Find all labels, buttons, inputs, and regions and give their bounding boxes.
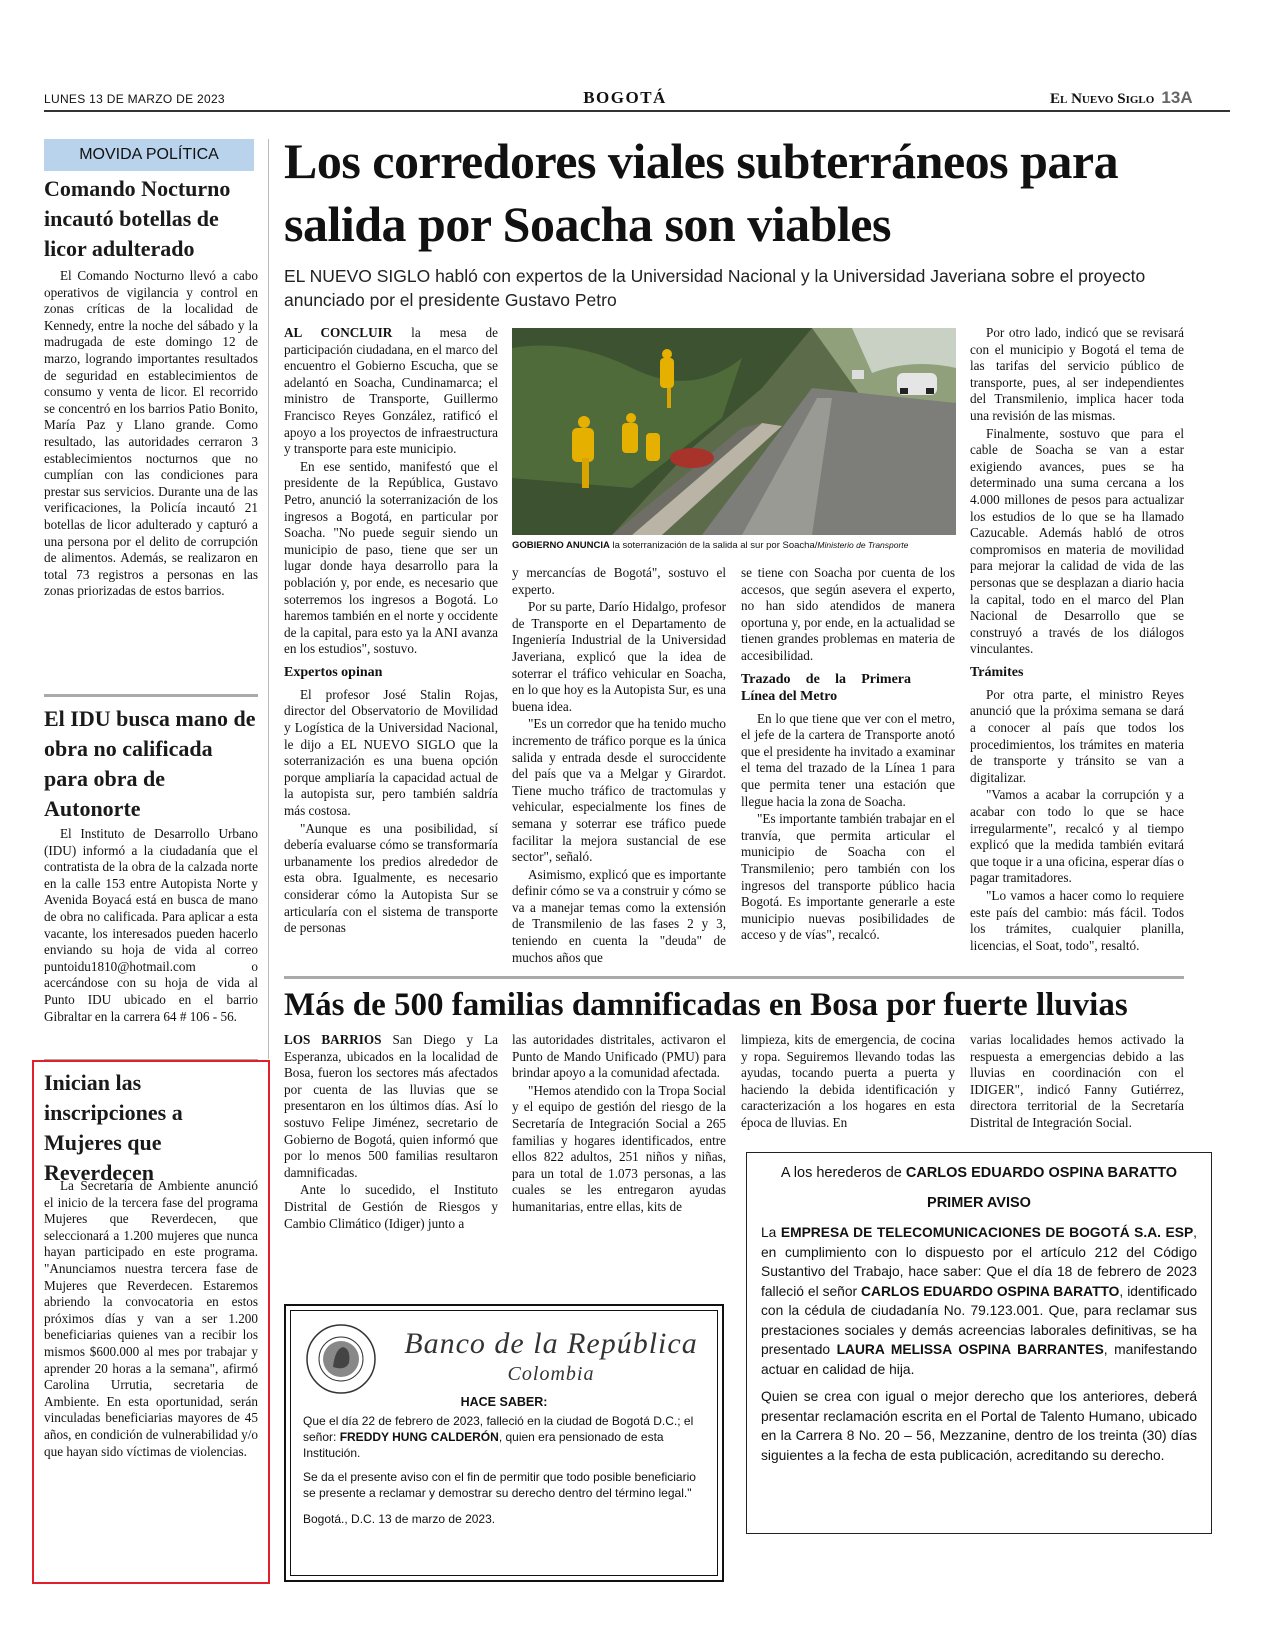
section-label: MOVIDA POLÍTICA [44, 139, 254, 171]
main-deck: EL NUEVO SIGLO habló con expertos de la Universidad Nacional y la Universidad Javeriana sobre el proyecto anunciado por el presidente Gustavo Petro [284, 266, 1146, 310]
photo-illustration [512, 328, 956, 535]
paper-name: El Nuevo Siglo [1050, 91, 1155, 107]
subhead-tramites: Trámites [970, 664, 1024, 680]
etb-p2: Quien se crea con igual o mejor derecho que los anteriores, deberá presentar reclamación escrita en el Portal de Talento Humano, ubicado en la Carrera 8 No. 20 – 56, Mezzanine, dentro de los treinta (30) días siguientes a la fecha de esta publicación, acreditando su derecho. [761, 1389, 1197, 1463]
header-rule [44, 110, 1230, 112]
second-c2-p1: las autoridades distritales, activaron el Punto de Mando Unificado (PMU) para brindar apoyo a la comunidad afectada. [512, 1032, 726, 1081]
banco-p2: Se da el presente aviso con el fin de permitir que todo posible beneficiario se presente a reclamar y demostrar su derecho dentro del término legal." [303, 1470, 696, 1500]
second-col-2 [512, 1032, 726, 1217]
main-col3-p3: "Es importante también trabajar en el tranvía, que permita articular el municipio de Soacha con el Transmilenio; pero también con los ingresos del transporte público hacia Bogotá. Es importante generarle a este municipio nuevas posibilidades de acceso y de vías", recalcó. [741, 811, 955, 943]
photo-caption [512, 539, 956, 552]
second-c3-p1: limpieza, kits de emergencia, de cocina y ropa. Seguiremos llevando todas las ayudas, tocando puerta a puerta y haciendo la debida identificación y caracterización a los hogares en esta época de lluvias. En [741, 1032, 955, 1130]
main-col4-p4: "Vamos a acabar la corrupción y a acabar con todo lo que se hace irregularmente", recalcó y al tiempo explicó que la medida también evitará que toque ir a una oficina, esperar días o pagar tramitadores. [970, 787, 1184, 886]
etb-text [761, 1223, 1197, 1465]
subhead-metro: Trazado de la Primera Línea del Metro [741, 671, 911, 704]
main-col4-p3: Por otra parte, el ministro Reyes anunció que la próxima semana se dará a conocer al país que todos los procedimientos, los trámites en materia de transporte y tránsito se van a digitalizar. [970, 686, 1184, 785]
banco-ad [284, 1304, 724, 1582]
sidebar-story1-title: Comando Nocturno incautó botellas de licor adulterado [44, 176, 231, 261]
header-section: BOGOTÁ [583, 88, 667, 107]
caption-text: la soterranización de la salida al sur por Soacha/ [609, 540, 818, 551]
main-photo [512, 328, 956, 535]
banco-p1 [303, 1413, 711, 1461]
etb-ad [746, 1152, 1212, 1534]
etb-p1-d: , manifestando actuar en calidad de hija. [761, 1342, 1197, 1377]
etb-p1 [761, 1223, 1197, 1379]
etb-p1-name: CARLOS EDUARDO OSPINA BARATTO [861, 1283, 1120, 1299]
sidebar-story3-paragraph: La Secretaría de Ambiente anunció el inicio de la tercera fase del programa Mujeres que Reverdecen, que seleccionará a 1.200 mujeres que nunca hayan participado en este programa. "Anunciamos nuestra tercera fase de Mujeres que Reverdecen. Estaremos abriendo la convocatoria en estos próximos días y van a ser 1.200 beneficiarias quienes van a recibir los mismos $600.000 al mes por trabajar y aprender 20 horas a la semana", afirmó Carolina Urrutia, secretaria de Ambiente. En esta oportunidad, serán vinculadas beneficiarias mayores de 45 años, en condición de vulnerabilidad y/o que hayan sido víctimas de violencias. [44, 1178, 258, 1459]
banco-heading: HACE SABER: [460, 1395, 548, 1409]
banco-seal-icon [305, 1323, 377, 1395]
main-col4-p5: "Lo vamos a hacer como lo requiere este país del cambio: más fácil. Todos los trámites, cualquier planilla, licencias, el Soat, todo", resaltó. [970, 888, 1184, 953]
main-col1-p1-text: la mesa de participación ciudadana, en el marco del encuentro el Gobierno Escucha, que se adelantó en Soacha, Cundinamarca; el ministro de Transporte, Guillermo Francisco Reyes González, ratificó el apoyo a los proyectos de infraestructura y transporte para este municipio. [284, 325, 498, 457]
banco-p3: Bogotá., D.C. 13 de marzo de 2023. [303, 1512, 496, 1526]
main-col4-p1: Por otro lado, indicó que se revisará con el municipio y Bogotá el tema de las tarifas del servicio público de transporte, pues, al ser independientes del Transmilenio, implica hacer toda una revisión de las mismas. [970, 325, 1184, 423]
banco-p1-b: , quien era pensionado de esta Institución. [303, 1430, 664, 1460]
etb-p1-heir: LAURA MELISSA OSPINA BARRANTES [836, 1342, 1104, 1357]
second-c4-p1: varias localidades hemos activado la respuesta a emergencias debido a las lluvias en coordinación con el IDIGER", indicó Fanny Gutiérrez, directora territorial de la Secretaría Distrital de Integración Social. [970, 1032, 1184, 1130]
banco-name: Banco de la República [404, 1327, 698, 1360]
sidebar-story3-text [44, 1178, 258, 1461]
banco-ad-inner [290, 1310, 718, 1576]
second-headline: Más de 500 familias damnificadas en Bosa por fuerte lluvias [284, 987, 1128, 1023]
banco-p1-name: FREDDY HUNG CALDERÓN [339, 1430, 499, 1444]
sidebar-story1-paragraph: El Comando Nocturno llevó a cabo operativos de vigilancia y control en zonas críticas de la localidad de Kennedy, entre la noche del sábado y la madrugada de este domingo 12 de marzo, logrando importantes resultados de seguridad en establecimientos de consumo y venta de licor. El recorrido se concentró en los barrios Patio Bonito, María Paz y Llano grande. Como resultado, las autoridades cerraron 3 establecimientos nocturnos que no cumplían con las condiciones para prestar sus servicios. Durante una de las verificaciones, la Policía incautó 21 botellas de licor adulterado y capturó a una persona por el delito de corrupción de alimentos. Además, se realizaron en total 73 registros a personas en las zonas priorizadas de estos barrios. [44, 268, 258, 599]
main-col-4 [970, 325, 1184, 955]
etb-p1-company: EMPRESA DE TELECOMUNICACIONES DE BOGOTÁ S.A. ESP [780, 1225, 1194, 1240]
main-col1-p2: En ese sentido, manifestó que el presidente de la República, Gustavo Petro, anunció la soterranización de los ingresos a Bogotá, en particular por Soacha. "No puede seguir siendo un municipio de paso, tiene que ser un lugar donde haya desarrollo para la población y, por ende, es necesario que soterremos los ingresos a Bogotá. Lo haremos también en el norte y occidente de la capital, para esto ya la ANI avanza en los estudios", sostuvo. [284, 458, 498, 657]
etb-line1-a: A los herederos de [780, 1165, 906, 1181]
main-col1-p4: "Aunque es una posibilidad, sí debería evaluarse cómo se transformaría urbanamente los predios alrededor de esta obra. Igualmente, es necesario considerar cómo la Autopista Sur se articularía con el sistema de transporte de personas [284, 820, 498, 936]
sidebar-story2-text [44, 826, 258, 1026]
sidebar-story2-title: El IDU busca mano de obra no calificada para obra de Autonorte [44, 706, 256, 821]
main-col2-p4: Asimismo, explicó que es importante definir cómo se va a construir y cómo se va a manejar temas como la extensión de Transmilenio de las fases 2 y 3, teniendo en cuenta la "deuda" de muchos años que [512, 866, 726, 965]
main-col4-p2: Finalmente, sostuvo que para el cable de Soacha se van a estar exigiendo avances, pues se ha determinado una suma cercana a los 4.000 millones de pesos para actualizar los estudios de lo que se ha llamado Cazucable. Además habló de otros compromisos en materia de movilidad para mejorar la calidad de vida de las personas que se desplazan a diario hacia la capital, todo en el marco del Plan Nacional de Desarrollo que se construyó a través de los diálogos vinculantes. [970, 425, 1184, 657]
main-col2-p2: Por su parte, Darío Hidalgo, profesor de Transporte en el Departamento de Ingeniería Industrial de la Universidad Javeriana, explicó que la idea de soterrar el tráfico vehicular en Soacha, en lo que hoy es la Autopista Sur, es una buena idea. [512, 599, 726, 714]
page-number: 13A [1161, 88, 1193, 107]
main-headline: Los corredores viales subterráneos para salida por Soacha son viables [284, 133, 1119, 252]
banco-country: Colombia [507, 1363, 595, 1385]
main-col-3 [741, 565, 955, 945]
sidebar-rule-1 [44, 694, 258, 697]
second-col-1 [284, 1032, 498, 1233]
main-lead-word: AL CONCLUIR [284, 325, 393, 340]
caption-lead: GOBIERNO ANUNCIA [512, 540, 610, 551]
main-col3-p2: En lo que tiene que ver con el metro, el jefe de la cartera de Transporte anotó que el presidente ha invitado a examinar el tema del trazado de la Línea 1 para que permita tener una estación que llegue hacia la zona de Soacha. [741, 710, 955, 809]
etb-p1-c: , identificado con la cédula de ciudadanía No. 79.123.001. Que, para reclamar sus prestaciones sociales y demás acreencias laborales definitivas, se ha presentado [761, 1283, 1197, 1357]
main-col3-p1: se tiene con Soacha por cuenta de los accesos, que según asevera el experto, no han sido atendidos de manera oportuna y, por ende, en la actualidad se tienen grandes problemas en materia de accesibilidad. [741, 565, 955, 663]
main-col-1 [284, 325, 498, 938]
etb-line1-name: CARLOS EDUARDO OSPINA BARATTO [905, 1165, 1178, 1181]
caption-credit: Ministerio de Transporte [817, 540, 909, 550]
etb-p1-b: , en cumplimiento con lo dispuesto por el artículo 212 del Código Sustantivo del Trabajo, hace saber: Que el día 18 de febrero de 2023 falleció el señor [761, 1225, 1197, 1299]
main-col2-p3: "Es un corredor que ha tenido mucho incremento de tráfico porque es la única salida y entrada desde el suroccidente del país que va a Melgar y Girardot. Tiene mucho tráfico de tractomulas y vehicular, especialmente los fines de semana y soterrar ese tráfico puede facilitar la mejora sustancial de ese sector", señaló. [512, 716, 726, 865]
banco-text [303, 1413, 711, 1527]
second-col-3 [741, 1032, 955, 1133]
second-col-4 [970, 1032, 1184, 1133]
etb-p1-a: La [761, 1225, 781, 1240]
header-date: LUNES 13 DE MARZO DE 2023 [44, 92, 225, 106]
second-c1-p2: Ante lo sucedido, el Instituto Distrital de Gestión de Riesgos y Cambio Climático (Idiger) junto a [284, 1182, 498, 1231]
second-c1-p1-text: San Diego y La Esperanza, ubicados en la localidad de Bosa, fueron los sectores más afectados por cuenta de las lluvias que se presentaron en los últimos días. Así lo sostuvo Felipe Jiménez, secretario de Gobierno de Bogotá, quien informó que por lo menos 500 familias resultaron damnificadas. [284, 1032, 498, 1180]
sidebar-story1-text [44, 268, 258, 601]
sidebar-story2-paragraph: El Instituto de Desarrollo Urbano (IDU) informó a la ciudadanía que el contratista de la obra de la calzada norte en la calle 153 entre Autopista Norte y Avenida Boyacá está en busca de mano de obra no calificada. Para aplicar a esta vacante, los interesados pueden hacerlo enviando su hoja de vida al correo puntoidu1810@hotmail.com o acercándose con su hoja de vida al Punto IDU ubicado en el barrio Gibraltar en la carrera 64 # 106 - 56. [44, 826, 258, 1024]
subhead-expertos: Expertos opinan [284, 664, 383, 680]
main-col1-p3: El profesor José Stalin Rojas, director del Observatorio de Movilidad y Logística de la Universidad Nacional, le dijo a EL NUEVO SIGLO que la soterranización es una buena opción porque ampliaría la capacidad actual de la autopista sur, pero también saldría más costosa. [284, 686, 498, 819]
header-masthead [1050, 88, 1193, 108]
etb-line2: PRIMER AVISO [927, 1195, 1031, 1211]
etb-line1 [761, 1163, 1197, 1183]
sidebar-column-rule [268, 139, 269, 1059]
main-col1-p1 [284, 325, 498, 458]
second-lead-word: LOS BARRIOS [284, 1032, 382, 1047]
second-c2-p2: "Hemos atendido con la Tropa Social y el equipo de gestión del riesgo de la Secretaría de Integración Social a 265 familias y hogares identificados, entre ellos 822 adultos, 251 niños y niñas, para un total de 1.073 personas, a las cuales se les entregaron ayudas humanitarias, entre ellas, kits de [512, 1082, 726, 1214]
banco-p1-a: Que el día 22 de febrero de 2023, falleció en la ciudad de Bogotá D.C.; el señor: [303, 1414, 694, 1444]
main-bottom-rule [284, 976, 1184, 979]
main-col-2 [512, 565, 726, 967]
main-col2-p1: y mercancías de Bogotá", sostuvo el experto. [512, 565, 726, 597]
sidebar-story3-title: Inician las inscripciones a Mujeres que Reverdecen [44, 1070, 183, 1185]
second-c1-p1 [284, 1032, 498, 1181]
